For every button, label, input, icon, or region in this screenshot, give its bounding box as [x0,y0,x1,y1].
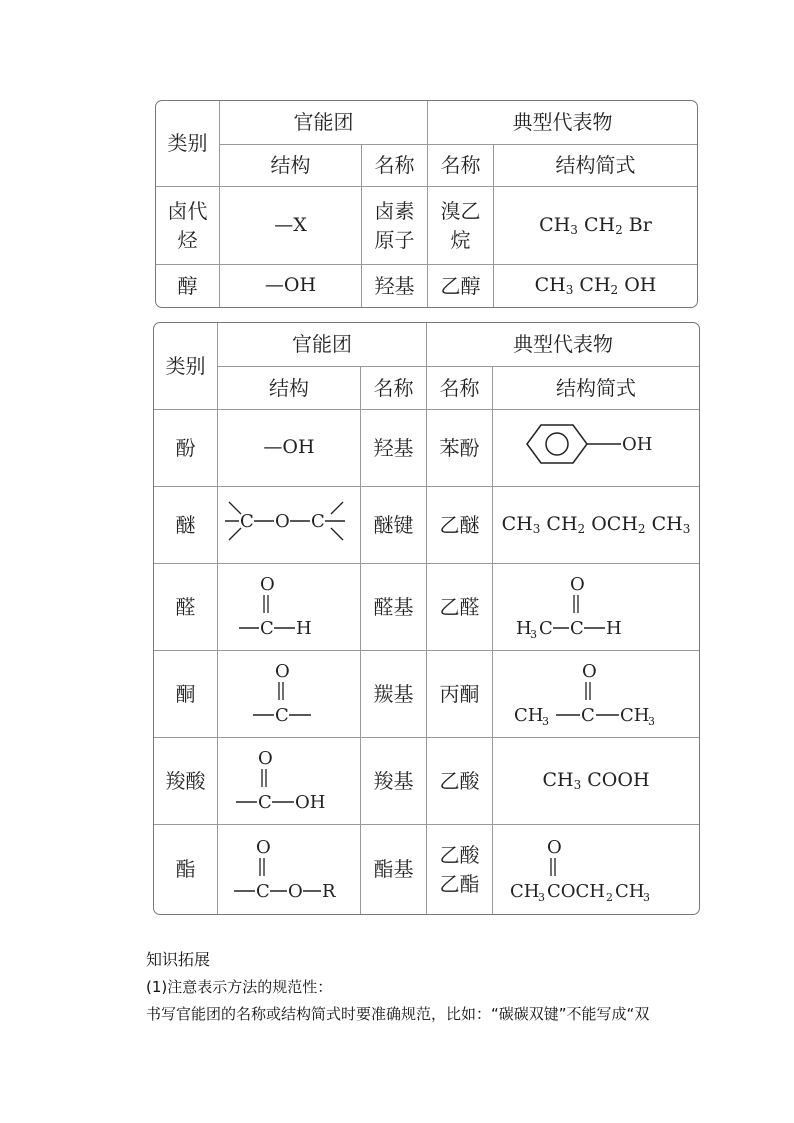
category-cell: 醇 [156,265,220,307]
svg-text:C: C [275,705,289,725]
header-functional-group: 官能团 [218,323,427,367]
header-name-2: 名称 [427,367,493,410]
acetone-structure-icon [506,655,686,725]
rep-name-cell: 乙醇 [428,265,494,307]
svg-text:CH: CH [615,880,645,901]
svg-text:C: C [581,705,595,725]
formula-ethyl-acetate [493,825,699,914]
acetaldehyde-structure-icon [511,568,681,638]
svg-text:O: O [570,574,585,595]
aldehyde-group-icon [239,568,339,638]
header-name: 名称 [361,367,427,410]
note-item-1: (1)注意表示方法的规范性： [146,978,333,996]
header-functional-group: 官能团 [220,101,428,145]
carboxyl-group-icon [234,742,344,812]
header-structure: 结构 [218,367,361,410]
rep-name-cell: 乙酸 [427,738,493,825]
svg-text:3: 3 [648,715,655,725]
svg-text:C: C [256,880,270,901]
svg-text:OH: OH [295,792,326,812]
svg-text:O: O [260,574,275,595]
category-cell: 醛 [154,564,218,651]
structure-cell: —OH [218,410,361,487]
header-simplified-formula: 结构简式 [493,367,699,410]
rep-name-cell: 乙醛 [427,564,493,651]
fg-name-cell: 羟基 [362,265,428,307]
functional-group-table-1 [155,100,698,308]
svg-text:CH: CH [620,705,650,725]
fg-name-cell: 酯基 [361,825,427,914]
functional-group-table-2 [153,322,700,915]
structure-cell [218,825,361,914]
rep-name-cell: 乙醚 [427,487,493,564]
ester-group-icon [229,831,349,901]
formula-acetaldehyde [493,564,699,651]
svg-text:C: C [260,618,274,638]
svg-text:2: 2 [606,890,613,901]
table-row [154,651,699,738]
svg-text:C: C [258,792,272,812]
table-row [154,410,699,487]
svg-text:R: R [322,880,336,901]
svg-text:O: O [275,661,290,682]
fg-name-cell: 醚键 [361,487,427,564]
category-cell: 酮 [154,651,218,738]
structure-cell: —X [220,187,362,265]
svg-text:O: O [258,748,273,769]
header-category: 类别 [154,323,218,410]
formula-bromoethane: $CH_3$ $CH_2$ Br [494,187,697,265]
rep-name-cell: 乙酸 乙酯 [427,825,493,914]
svg-text:O: O [288,880,303,901]
fg-name-cell: 羰基 [361,651,427,738]
fg-name-cell: 羧基 [361,738,427,825]
fg-name-cell: 醛基 [361,564,427,651]
header-simplified-formula: 结构简式 [494,145,697,187]
phenol-structure-icon [511,419,681,469]
fg-name-cell: 卤素 原子 [362,187,428,265]
structure-cell [218,738,361,825]
table-row [154,825,699,914]
header-structure: 结构 [220,145,362,187]
svg-text:H: H [296,618,312,638]
svg-text:O: O [582,661,597,682]
header-name-2: 名称 [428,145,494,187]
header-category: 类别 [156,101,220,187]
knowledge-extension-heading: 知识拓展 [146,950,211,969]
structure-cell [218,487,361,564]
formula-ethanol: $CH_3$ $CH_2$ OH [534,274,657,298]
table-row [154,738,699,825]
rep-name-cell: 丙酮 [427,651,493,738]
note-item-2: 书写官能团的名称或结构简式时要准确规范，比如：“碳碳双键”不能写成“双 [146,1005,650,1023]
svg-text:C: C [539,618,553,638]
svg-text:C: C [570,618,584,638]
rep-name-cell: 溴乙 烷 [428,187,494,265]
structure-cell [218,651,361,738]
header-name: 名称 [362,145,428,187]
formula-acetic-acid: $CH_3$ COOH [493,738,699,825]
category-cell: 酚 [154,410,218,487]
structure-cell [218,564,361,651]
rep-name-cell: 苯酚 [427,410,493,487]
formula-acetone [493,651,699,738]
category-cell: 醚 [154,487,218,564]
header-representative: 典型代表物 [427,323,699,367]
category-cell: 羧酸 [154,738,218,825]
svg-text:O: O [275,511,290,532]
svg-text:O: O [256,836,271,858]
svg-text:OH: OH [622,434,653,455]
svg-text:3: 3 [530,628,537,638]
svg-text:CH: CH [514,705,544,725]
svg-text:H: H [516,618,532,638]
ethyl-acetate-structure-icon [506,831,686,901]
table-row [156,265,697,307]
formula-diethyl-ether: $CH_3$ $CH_2$ $OCH_2$ $CH_3$ [493,487,699,564]
ether-structure-icon [219,488,359,554]
structure-cell: —OH [220,265,362,307]
svg-text:3: 3 [542,715,549,725]
category-cell: 酯 [154,825,218,914]
svg-text:3: 3 [643,890,650,901]
table-row [154,487,699,564]
category-cell: 卤代 烃 [156,187,220,265]
table-row [156,187,697,265]
svg-text:3: 3 [538,890,545,901]
svg-text:H: H [606,618,622,638]
svg-text:CH: CH [510,880,540,901]
fg-name-cell: 羟基 [361,410,427,487]
formula-phenol [493,410,699,487]
svg-text:C: C [240,511,254,532]
header-representative: 典型代表物 [428,101,697,145]
svg-text:C: C [311,511,325,532]
svg-text:COCH: COCH [547,880,605,901]
svg-text:O: O [547,836,562,858]
carbonyl-group-icon [249,655,329,725]
table-row [154,564,699,651]
